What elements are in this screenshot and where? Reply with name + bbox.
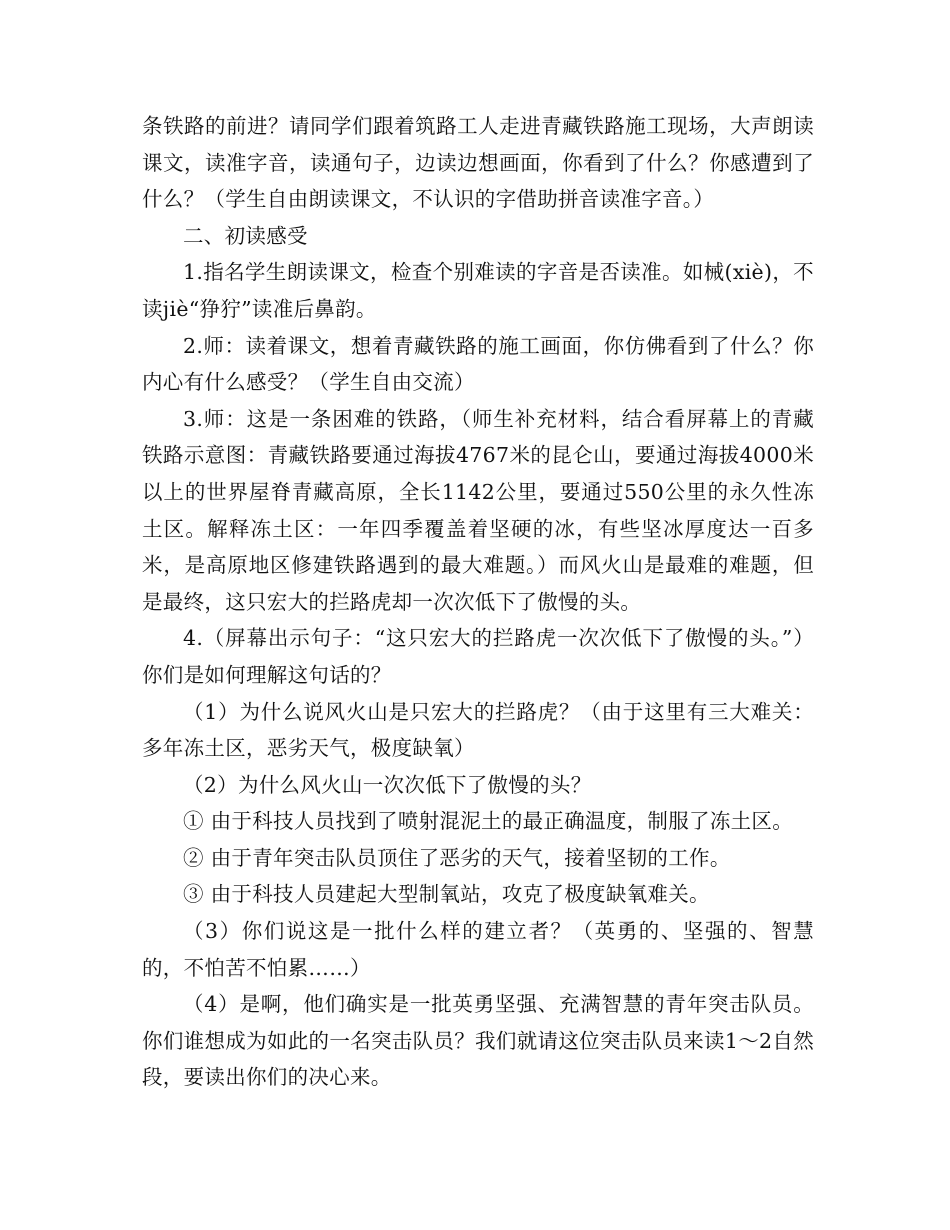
list-item-reason-3: ③ 由于科技人员建起大型制氧站，攻克了极度缺氧难关。: [183, 882, 710, 907]
paragraph-step-1: 1.指名学生朗读课文，检查个别难读的字音是否读准。如械(xiè)，不读jiè“狰狞”读准后鼻韵。: [142, 260, 814, 321]
paragraph-intro-continuation: 条铁路的前进？请同学们跟着筑路工人走进青藏铁路施工现场，大声朗读课文，读准字音，读通句子，边读边想画面，你看到了什么？你感遭到了什么？（学生自由朗读课文，不认识的字借助拼音读准字音。）: [142, 114, 814, 212]
paragraph-question-3: （3）你们说这是一批什么样的建立者？（英勇的、坚强的、智慧的，不怕苦不怕累……）: [142, 919, 814, 980]
paragraph-question-4: （4）是啊，他们确实是一批英勇坚强、充满智慧的青年突击队员。你们谁想成为如此的一名突击队员？我们就请这位突击队员来读1～2自然段，要读出你们的决心来。: [142, 992, 814, 1090]
paragraph-step-2: 2.师：读着课文，想着青藏铁路的施工画面，你仿佛看到了什么？你内心有什么感受？（学生自由交流）: [142, 333, 814, 395]
paragraph-question-2: （2）为什么风火山一次次低下了傲慢的头？: [183, 772, 592, 797]
section-heading-first-reading: 二、初读感受: [183, 223, 308, 248]
paragraph-step-4: 4.（屏幕出示句子：“这只宏大的拦路虎一次次低下了傲慢的头。”）你们是如何理解这句话的？: [142, 626, 814, 687]
document-body: [142, 108, 814, 1096]
paragraph-question-1: （1）为什么说风火山是只宏大的拦路虎？（由于这里有三大难关：多年冻土区，恶劣天气，极度缺氧）: [142, 699, 814, 761]
paragraph-step-3: 3.师：这是一条困难的铁路，（师生补充材料，结合看屏幕上的青藏铁路示意图：青藏铁路要通过海拔4767米的昆仑山，要通过海拔4000米以上的世界屋脊青藏高原，全长1142公里，要通过550公里的永久性冻土区。解释冻土区：一年四季覆盖着坚硬的冰，有些坚冰厚度达一百多米，是高原地区修建铁路遇到的最大难题。）而风火山是最难的难题，但是最终，这只宏大的拦路虎却一次次低下了傲慢的头。: [142, 406, 814, 614]
list-item-reason-1: ① 由于科技人员找到了喷射混泥土的最正确温度，制服了冻土区。: [183, 809, 794, 834]
list-item-reason-2: ② 由于青年突击队员顶住了恶劣的天气，接着坚韧的工作。: [183, 845, 731, 870]
